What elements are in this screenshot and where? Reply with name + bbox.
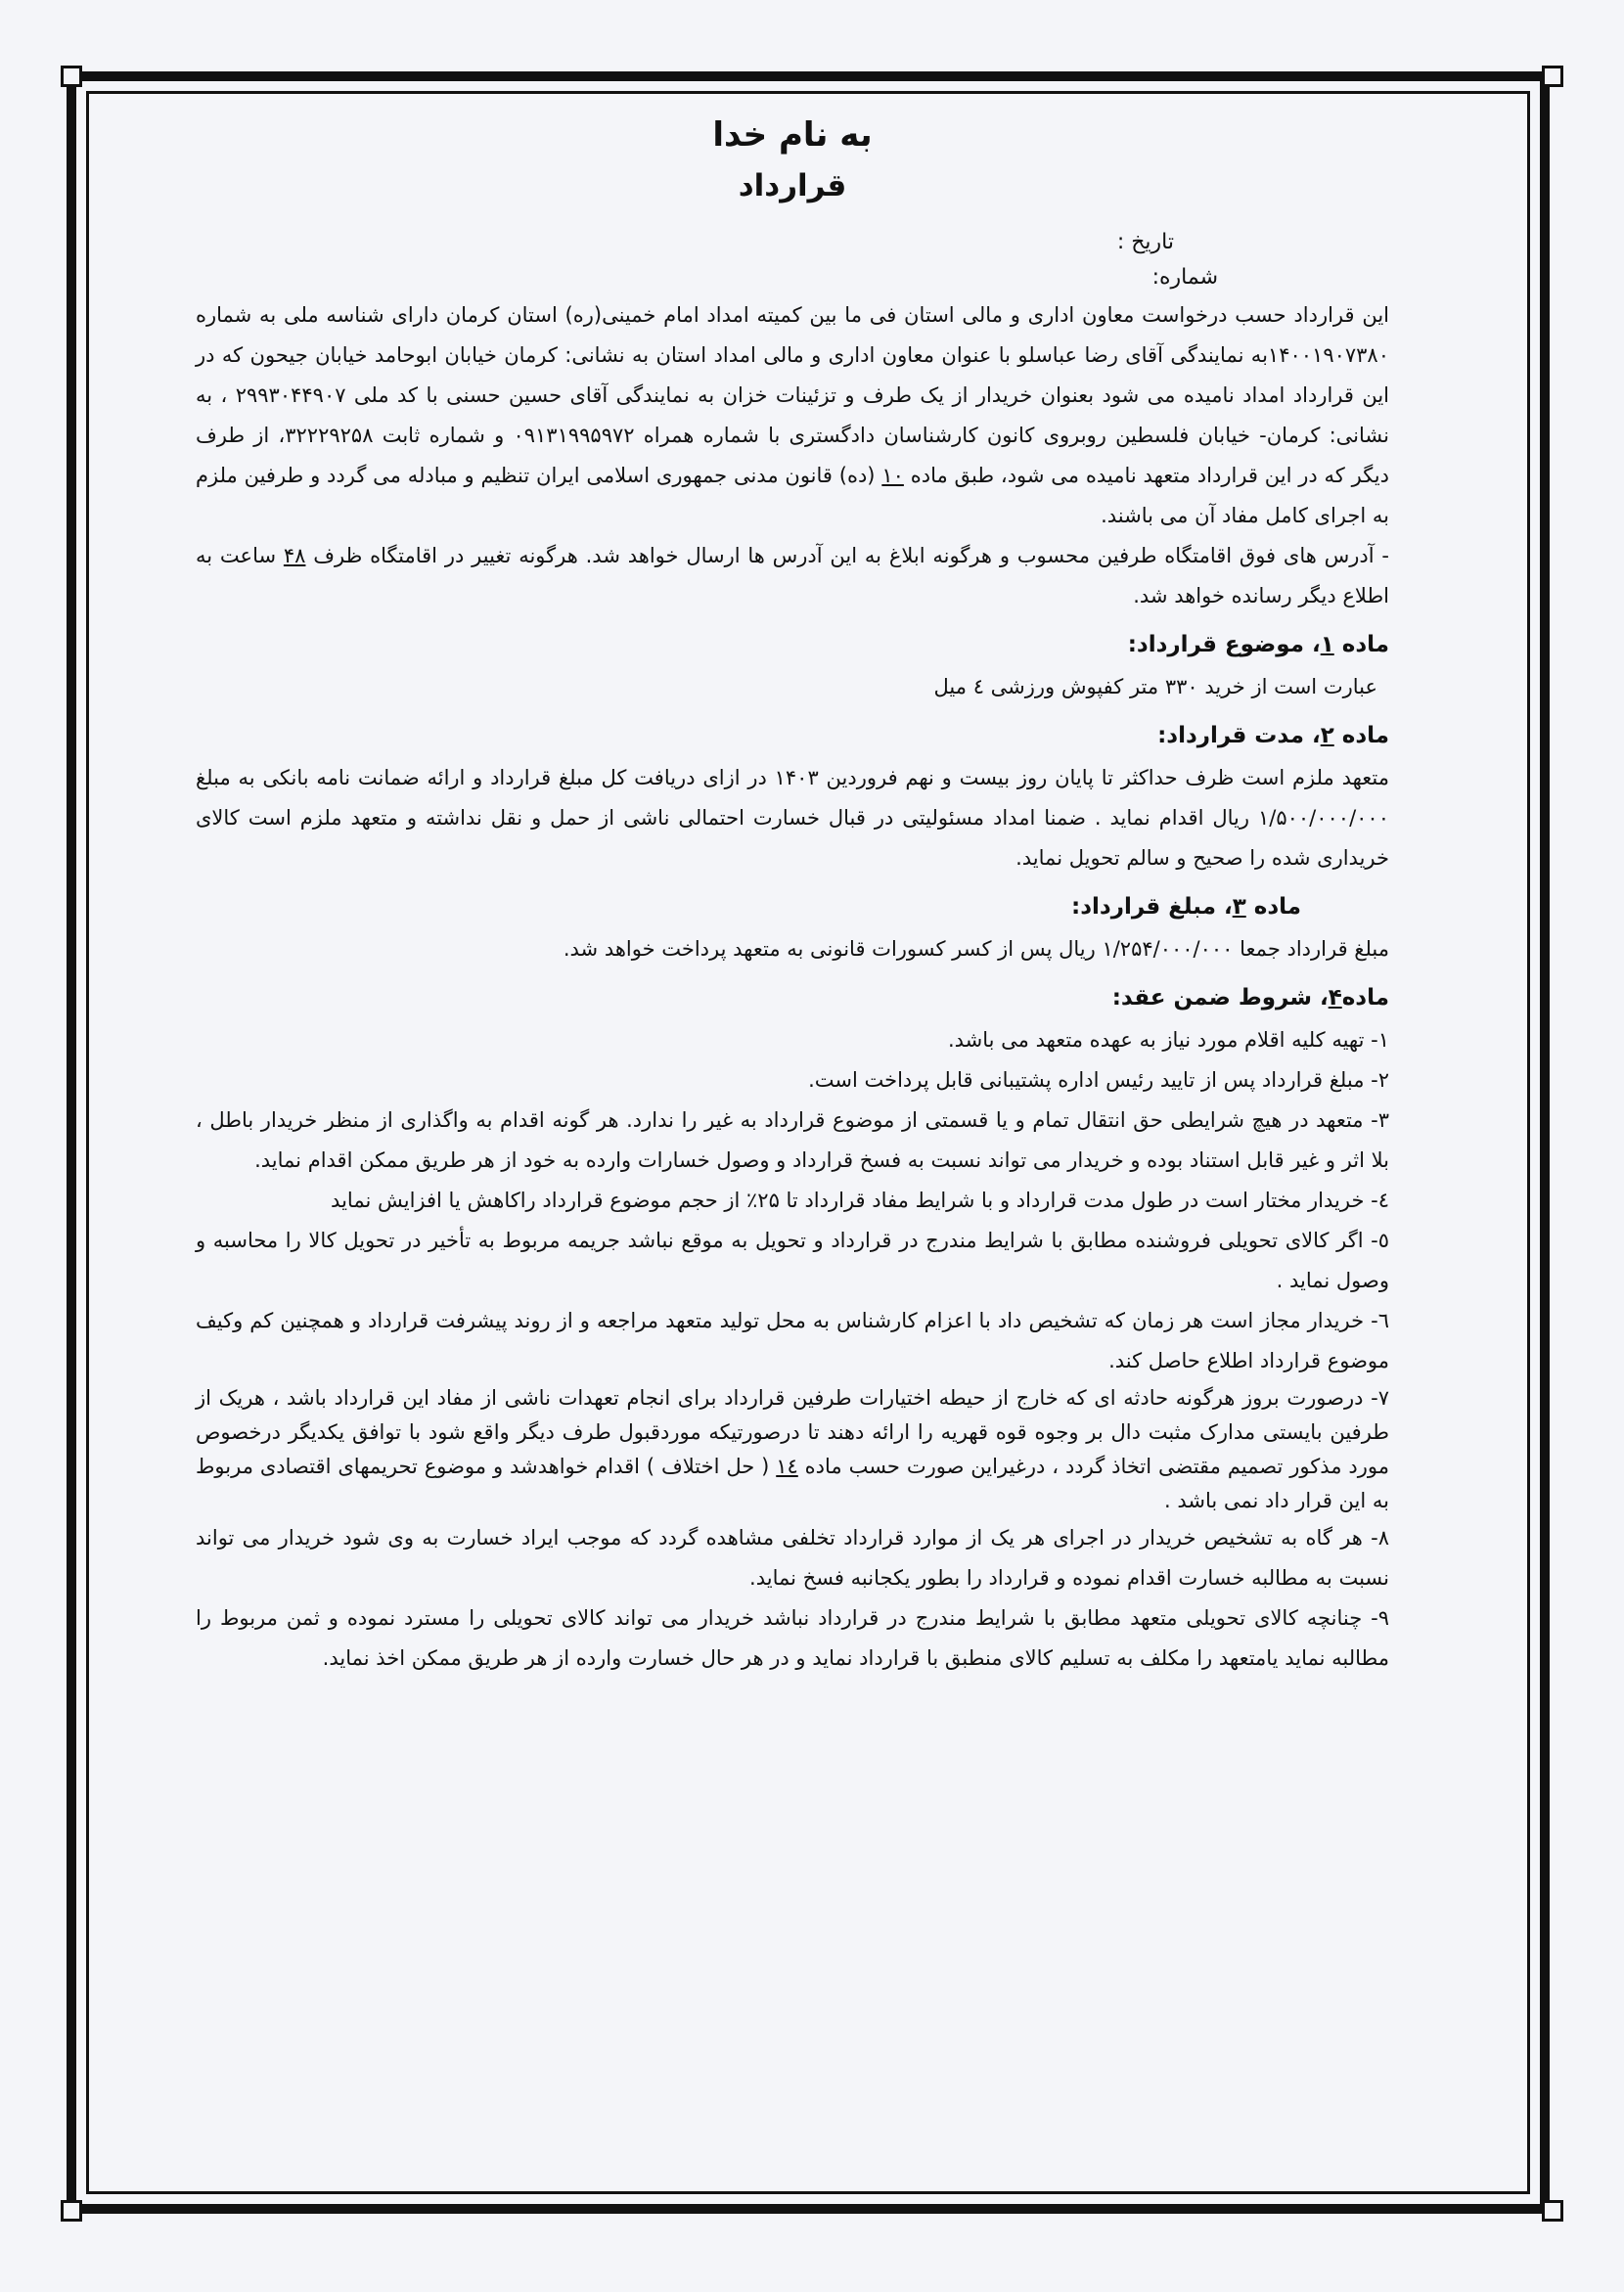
hours-number: ۴۸ <box>283 544 306 567</box>
article-1-text: عبارت است از خرید ۳۳۰ متر کفپوش ورزشی ٤ میل <box>933 675 1377 698</box>
article-4-heading: ماده۴، شروط ضمن عقد: <box>1111 985 1389 1011</box>
condition-item: ٤- خریدار مختار است در طول مدت قرارداد و با شرایط مفاد قرارداد تا ۲۵٪ از حجم موضوع قرارداد راکاهش یا افزایش نماید <box>331 1189 1389 1212</box>
date-label: تاریخ : <box>1116 230 1174 254</box>
corner-ornament <box>1542 66 1563 87</box>
article-3-text: مبلغ قرارداد جمعا ۱/۲۵۴/۰۰۰/۰۰۰ ریال پس از کسر کسورات قانونی به متعهد پرداخت خواهد شد. <box>563 937 1389 961</box>
article-2-heading: ماده ۲، مدت قرارداد: <box>1157 723 1389 748</box>
number-field <box>196 260 1389 295</box>
contract-document <box>196 108 1389 1679</box>
date-field <box>196 225 1389 260</box>
condition-item: ۹- چنانچه کالای تحویلی متعهد مطابق با شرایط مندرج در قرارداد نباشد خریدار می تواند کالای تحویلی را مسترد نموده و ثمن مربوط را مطالبه نماید یامتعهد را مکلف به تسلیم کالای منطبق با قرارداد نماید و در هر حال خسارت وارده از هر طریق ممکن اخذ نماید. <box>196 1606 1389 1670</box>
condition-item: ۳- متعهد در هیچ شرایطی حق انتقال تمام و یا قسمتی از موضوع قرارداد به غیر را ندارد. هر گونه اقدام به واگذاری از منظر خریدار باطل ، بلا اثر و غیر قابل استناد بوده و خریدار می تواند نسبت به فسخ قرارداد و وصول خسارات وارده به خود از هر طریق ممکن اقدام نماید. <box>196 1108 1389 1172</box>
condition-item: ٧- درصورت بروز هرگونه حادثه ای که خارج از حیطه اختیارات طرفین قرارداد برای انجام تعهدات ناشی از مفاد این قرارداد باشد ، هریک از طرفین بایستی مدارک مثبت دال بر وجوه قوه قهریه را ارائه دهند تا درصورتیکه موردقبول طرف دیگر واقع شود با توافق یکدیگر درخصوص مورد مذکور تصمیم مقتضی اتخاذ گردد ، درغیراین صورت حسب ماده ١٤ ( حل اختلاف ) اقدام خواهدشد و موضوع تحریمهای اقتصادی مربوط به این قرار داد نمی باشد . <box>196 1386 1389 1512</box>
article-ref-number: ۱۰ <box>881 464 904 487</box>
condition-item: ۸- هر گاه به تشخیص خریدار در اجرای هر یک از موارد قرارداد تخلفی مشاهده گردد که موجب ایراد خسارت به وی شود خریدار می تواند نسبت به مطالبه خسارت اقدام نموده و قرارداد را بطور یکجانبه فسخ نماید. <box>196 1526 1389 1590</box>
condition-item: ٥- اگر کالای تحویلی فروشنده مطابق با شرایط مندرج در قرارداد و تحویل به موقع نباشد جریمه مربوط به تأخیر در تحویل کالا را محاسبه و وصول نماید . <box>196 1229 1389 1292</box>
address-clause: - آدرس های فوق اقامتگاه طرفین محسوب و هرگونه ابلاغ به این آدرس ها ارسال خواهد شد. هرگونه تغییر در اقامتگاه ظرف ۴۸ ساعت به اطلاع دیگر رسانده خواهد شد. <box>196 544 1389 607</box>
article-3-heading: ماده ۳، مبلغ قرارداد: <box>1071 894 1301 920</box>
article-1-heading: ماده ۱، موضوع قرارداد: <box>1127 632 1389 657</box>
condition-item: ۲- مبلغ قرارداد پس از تایید رئیس اداره پشتیبانی قابل پرداخت است. <box>808 1068 1389 1092</box>
intro-paragraph: این قرارداد حسب درخواست معاون اداری و مالی استان فی ما بین کمیته امداد امام خمینی(ره) استان کرمان دارای شناسه ملی به شماره ۱۴۰۰۱۹۰۷۳۸۰به نمایندگی آقای رضا عباسلو با عنوان معاون اداری و مالی امداد استان به نشانی: کرمان خیابان ابوحامد خیابان جیحون که در این قرارداد امداد نامیده می شود بعنوان خریدار از یک طرف و تزئینات خزان به نمایندگی آقای حسین حسنی با کد ملی ۲۹۹۳۰۴۴۹۰۷ ، به نشانی: کرمان- خیابان فلسطین روبروی کانون کارشناسان دادگستری با شماره همراه ۰۹۱۳۱۹۹۵۹۷۲ و شماره ثابت ۳۲۲۲۹۲۵۸، از طرف دیگر که در این قرارداد متعهد نامیده می شود، طبق ماده ۱۰ (ده) قانون مدنی جمهوری اسلامی ایران تنظیم و مبادله می گردد و طرفین ملزم به اجرای کامل مفاد آن می باشند. <box>196 303 1389 527</box>
page-title: قرارداد <box>738 168 847 203</box>
condition-item: ٦- خریدار مجاز است هر زمان که تشخیص داد با اعزام کارشناس به محل تولید متعهد مراجعه و از روند پیشرفت قرارداد و همچنین کم وکیف موضوع قرارداد اطلاع حاصل کند. <box>196 1309 1389 1372</box>
corner-ornament <box>61 66 82 87</box>
article-2-text: متعهد ملزم است ظرف حداکثر تا پایان روز بیست و نهم فروردین ۱۴۰۳ در ازای دریافت کل مبلغ قرارداد و ارائه ضمانت نامه بانکی به مبلغ ۱/۵۰۰/۰۰۰/۰۰۰ ریال اقدام نماید . ضمنا امداد مسئولیتی در قبال خسارت احتمالی ناشی از حمل و نقل نداشته و متعهد ملزم است کالای خریداری شده را صحیح و سالم تحویل نماید. <box>196 766 1389 870</box>
bismillah-heading: به نام خدا <box>712 115 873 155</box>
corner-ornament <box>1542 2200 1563 2222</box>
condition-item: ۱- تهیه کلیه اقلام مورد نیاز به عهده متعهد می باشد. <box>947 1028 1389 1052</box>
number-label: شماره: <box>1151 265 1218 290</box>
corner-ornament <box>61 2200 82 2222</box>
